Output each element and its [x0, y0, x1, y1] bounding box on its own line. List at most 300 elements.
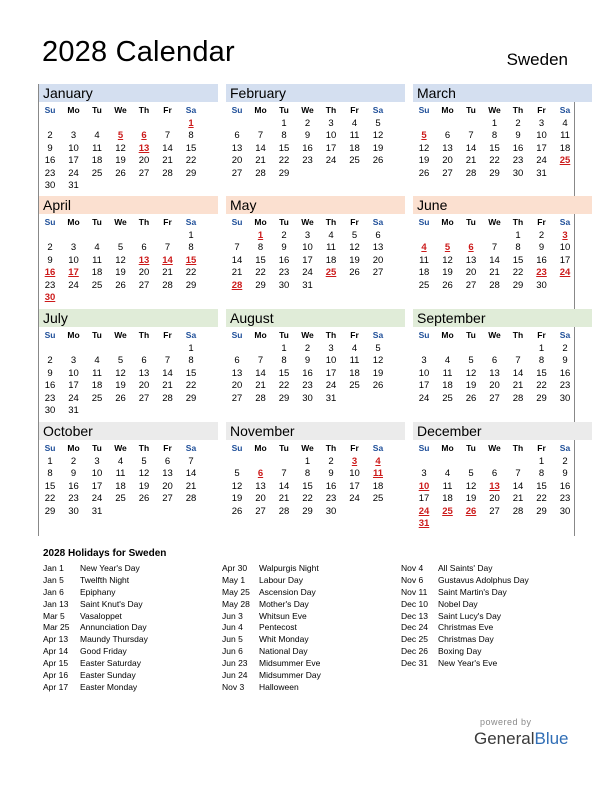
calendar-date: 8 — [188, 242, 194, 254]
calendar-date: 19 — [465, 493, 477, 505]
weekday-header: Tu — [279, 217, 289, 227]
calendar-date: 3 — [70, 130, 77, 142]
weekday-header: Th — [512, 443, 524, 453]
weekday-header: Fr — [163, 105, 172, 115]
weekday-header: Th — [512, 330, 524, 340]
calendar-date: 27 — [489, 505, 500, 517]
calendar-date: 5 — [468, 468, 474, 480]
calendar-date: 19 — [349, 254, 360, 266]
calendar-date: 22 — [185, 155, 197, 167]
holiday-date-label: Apr 14 — [43, 646, 69, 657]
month-name: December — [417, 423, 482, 439]
calendar-date: 25 — [349, 380, 360, 392]
calendar-date: 15 — [278, 367, 290, 379]
holiday-date: 14 — [162, 254, 173, 266]
calendar-date: 25 — [349, 155, 360, 167]
holiday-date: 26 — [465, 505, 477, 517]
calendar-date: 21 — [465, 155, 477, 167]
calendar-date: 18 — [442, 380, 453, 392]
weekday-header: We — [301, 217, 314, 227]
weekday-header: Tu — [92, 105, 102, 115]
calendar-date: 29 — [44, 505, 56, 517]
calendar-date: 20 — [138, 155, 150, 167]
calendar-date: 8 — [538, 355, 545, 367]
holiday-date: 25 — [559, 155, 571, 167]
calendar-date: 17 — [418, 380, 430, 392]
holiday-name: Easter Saturday — [80, 658, 141, 669]
month-july — [39, 309, 218, 422]
calendar-date: 4 — [328, 230, 334, 241]
calendar-date: 9 — [538, 242, 545, 254]
month-name: January — [43, 85, 93, 101]
month-name: March — [417, 85, 456, 101]
calendar-date: 19 — [231, 493, 243, 505]
calendar-date: 27 — [372, 267, 384, 279]
calendar-date: 20 — [231, 380, 243, 392]
calendar-date: 25 — [91, 167, 103, 179]
calendar-date: 27 — [231, 392, 243, 404]
brand-blue: Blue — [534, 729, 569, 748]
calendar-date: 2 — [70, 456, 77, 467]
holiday-date-label: Dec 25 — [401, 634, 428, 645]
calendar-date: 11 — [92, 142, 102, 154]
calendar-date: 7 — [281, 468, 287, 480]
calendar-date: 8 — [281, 130, 287, 142]
calendar-date: 19 — [372, 367, 384, 379]
calendar-date: 29 — [185, 279, 197, 291]
calendar-date: 4 — [94, 242, 100, 254]
weekday-header: Th — [512, 105, 524, 115]
calendar-date: 23 — [325, 493, 337, 505]
weekday-header: Sa — [559, 105, 571, 115]
calendar-date: 6 — [375, 230, 381, 241]
calendar-date: 5 — [234, 468, 240, 480]
calendar-date: 9 — [328, 468, 334, 480]
calendar-date: 3 — [421, 355, 427, 367]
calendar-date: 18 — [325, 254, 337, 266]
calendar-date: 5 — [375, 118, 381, 129]
calendar-date: 16 — [512, 142, 524, 154]
calendar-date: 11 — [442, 480, 453, 492]
calendar-date: 6 — [141, 242, 147, 254]
calendar-date: 19 — [418, 155, 430, 167]
holiday-name: Annunciation Day — [80, 622, 147, 633]
month-december — [413, 422, 592, 535]
calendar-date: 16 — [536, 254, 547, 266]
calendar-date: 18 — [559, 142, 571, 154]
calendar-date: 24 — [68, 392, 79, 404]
holiday-name: All Saints' Day — [438, 563, 493, 573]
weekday-header: Tu — [466, 105, 476, 115]
calendar-date: 12 — [372, 355, 384, 367]
calendar-date: 22 — [255, 267, 266, 279]
calendar-date: 21 — [255, 380, 266, 392]
holiday-date-label: Dec 10 — [401, 598, 428, 609]
holiday-name: Saint Knut's Day — [80, 598, 143, 609]
weekday-header: Su — [44, 443, 56, 453]
calendar-date: 12 — [465, 480, 477, 492]
holiday-date-label: Nov 6 — [401, 574, 424, 585]
calendar-date: 28 — [512, 505, 524, 517]
calendar-date: 9 — [304, 130, 311, 142]
calendar-date: 31 — [536, 167, 547, 179]
holiday-date-label: Dec 24 — [401, 622, 428, 633]
calendar-date: 8 — [188, 130, 194, 142]
calendar-date: 30 — [44, 405, 56, 416]
calendar-date: 23 — [68, 493, 79, 505]
calendar-date: 3 — [328, 343, 334, 354]
holiday-date: 25 — [442, 505, 453, 517]
calendar-date: 4 — [351, 118, 358, 129]
calendar-date: 14 — [231, 254, 243, 266]
holiday-name: Midsummer Eve — [259, 658, 321, 669]
calendar-date: 1 — [47, 456, 53, 467]
calendar-date: 21 — [512, 380, 524, 392]
holiday-date-label: May 28 — [222, 598, 250, 609]
calendar-date: 19 — [442, 267, 453, 279]
month-june — [413, 196, 592, 309]
calendar-date: 8 — [188, 355, 194, 367]
calendar-date: 28 — [255, 167, 266, 179]
calendar-date: 6 — [234, 355, 240, 367]
calendar-date: 7 — [234, 242, 240, 254]
holiday-name: Boxing Day — [438, 646, 482, 657]
calendar-date: 7 — [164, 130, 171, 142]
holiday-name: Epiphany — [80, 586, 116, 597]
calendar-date: 19 — [465, 380, 477, 392]
weekday-header: Th — [325, 217, 337, 227]
holiday-date-label: Dec 26 — [401, 646, 428, 657]
weekday-header: We — [301, 443, 314, 453]
calendar-date: 7 — [515, 468, 521, 480]
holiday-date-label: Jun 3 — [222, 610, 243, 621]
holiday-name: Mother's Day — [259, 598, 309, 609]
month-april — [39, 196, 218, 309]
calendar-date: 26 — [442, 279, 453, 291]
calendar-date: 11 — [419, 254, 429, 266]
calendar-date: 13 — [372, 242, 384, 254]
calendar-date: 28 — [512, 392, 524, 404]
holiday-date: 6 — [257, 468, 264, 480]
holiday-name: Maundy Thursday — [80, 634, 148, 645]
calendar-date: 4 — [117, 456, 124, 467]
weekday-header: Su — [418, 443, 430, 453]
calendar-date: 20 — [489, 380, 500, 392]
calendar-date: 11 — [349, 130, 360, 142]
holiday-date: 4 — [375, 456, 381, 467]
calendar-date: 7 — [515, 355, 521, 367]
weekday-header: We — [114, 443, 127, 453]
calendar-date: 21 — [278, 493, 290, 505]
calendar-date: 8 — [257, 242, 264, 254]
holiday-date-label: Jun 6 — [222, 646, 243, 657]
calendar-date: 17 — [325, 142, 337, 154]
holiday-name: Vasaloppet — [80, 610, 122, 621]
calendar-date: 30 — [68, 505, 79, 517]
holiday-date: 28 — [231, 279, 243, 291]
calendar-date: 16 — [559, 480, 571, 492]
calendar-date: 8 — [515, 242, 521, 254]
calendar-date: 12 — [231, 480, 243, 492]
calendar-date: 15 — [255, 254, 266, 266]
weekday-header: Th — [138, 330, 150, 340]
calendar-date: 9 — [304, 355, 311, 367]
calendar-date: 20 — [231, 155, 243, 167]
calendar-date: 13 — [231, 142, 243, 154]
weekday-header: Sa — [185, 217, 197, 227]
calendar-date: 24 — [349, 493, 360, 505]
weekday-header: Th — [138, 105, 150, 115]
weekday-header: Fr — [163, 217, 172, 227]
brand-logo[interactable] — [474, 729, 569, 749]
holiday-date: 24 — [559, 267, 571, 279]
calendar-date: 17 — [559, 254, 571, 266]
holiday-name: Good Friday — [80, 646, 127, 657]
calendar-grid — [38, 84, 575, 536]
calendar-date: 27 — [138, 167, 150, 179]
weekday-header: Tu — [92, 330, 102, 340]
calendar-date: 11 — [92, 254, 102, 266]
holiday-date: 1 — [188, 118, 194, 129]
calendar-date: 27 — [162, 493, 173, 505]
calendar-date: 22 — [302, 493, 313, 505]
holiday-name: Walpurgis Night — [259, 563, 319, 573]
weekday-header: Su — [231, 217, 243, 227]
holiday-name: Labour Day — [259, 574, 303, 585]
calendar-date: 26 — [465, 392, 477, 404]
month-header — [226, 422, 405, 440]
calendar-date: 5 — [117, 242, 124, 254]
weekday-header: Fr — [350, 330, 359, 340]
calendar-date: 27 — [138, 279, 150, 291]
calendar-date: 2 — [538, 230, 545, 241]
calendar-date: 5 — [468, 355, 474, 367]
weekday-header: Sa — [185, 443, 197, 453]
calendar-date: 15 — [44, 480, 56, 492]
month-name: June — [417, 197, 448, 213]
calendar-date: 19 — [115, 267, 126, 279]
calendar-date: 31 — [325, 392, 337, 404]
calendar-date: 11 — [115, 468, 126, 480]
calendar-date: 26 — [372, 155, 384, 167]
calendar-date: 29 — [255, 279, 266, 291]
month-name: April — [43, 197, 72, 213]
calendar-date: 25 — [91, 279, 103, 291]
holiday-date: 23 — [536, 267, 547, 279]
calendar-date: 8 — [491, 130, 498, 142]
weekday-header: Sa — [372, 217, 384, 227]
weekday-header: Sa — [372, 330, 384, 340]
calendar-date: 29 — [302, 505, 313, 517]
weekday-header: Tu — [279, 443, 289, 453]
month-name: July — [43, 310, 68, 326]
month-name: May — [230, 197, 257, 213]
calendar-date: 26 — [231, 505, 243, 517]
calendar-date: 26 — [372, 380, 384, 392]
calendar-date: 1 — [538, 343, 545, 354]
calendar-date: 10 — [559, 242, 571, 254]
calendar-date: 12 — [372, 130, 384, 142]
calendar-date: 25 — [418, 279, 430, 291]
calendar-date: 2 — [328, 456, 334, 467]
month-header — [39, 196, 218, 214]
weekday-header: Su — [44, 330, 56, 340]
holiday-name: New Year's Day — [80, 563, 140, 573]
calendar-date: 16 — [44, 380, 56, 392]
calendar-date: 20 — [489, 493, 500, 505]
country-name: Sweden — [506, 50, 568, 69]
holiday-date-label: Jan 1 — [43, 563, 64, 573]
calendar-date: 3 — [538, 118, 545, 129]
holiday-date-label: Apr 13 — [43, 634, 69, 645]
calendar-date: 1 — [304, 456, 311, 467]
calendar-date: 2 — [281, 230, 287, 241]
weekday-header: Mo — [254, 217, 267, 227]
weekday-header: Su — [418, 330, 430, 340]
calendar-date: 23 — [44, 392, 56, 404]
calendar-date: 6 — [444, 130, 451, 142]
weekday-header: Sa — [185, 105, 197, 115]
calendar-date: 31 — [91, 505, 103, 517]
holiday-name: Saint Lucy's Day — [438, 610, 502, 621]
weekday-header: Mo — [441, 443, 454, 453]
calendar-date: 4 — [444, 468, 451, 480]
calendar-date: 5 — [117, 355, 124, 367]
weekday-header: Tu — [279, 105, 289, 115]
calendar-date: 24 — [68, 167, 79, 179]
calendar-date: 17 — [91, 480, 103, 492]
month-header — [413, 196, 592, 214]
calendar-date: 27 — [231, 167, 243, 179]
calendar-date: 22 — [44, 493, 56, 505]
weekday-header: Mo — [67, 443, 80, 453]
weekday-header: We — [488, 105, 501, 115]
calendar-date: 10 — [536, 130, 547, 142]
weekday-header: Tu — [466, 443, 476, 453]
calendar-date: 16 — [44, 155, 56, 167]
calendar-date: 22 — [185, 380, 197, 392]
calendar-date: 9 — [47, 367, 53, 379]
holiday-name: Whit Monday — [259, 634, 309, 645]
calendar-date: 7 — [188, 456, 194, 467]
holiday-date: 31 — [418, 518, 430, 529]
holiday-date-label: Jun 23 — [222, 658, 248, 669]
calendar-date: 6 — [141, 355, 147, 367]
calendar-date: 28 — [489, 279, 500, 291]
holiday-date: 3 — [351, 456, 358, 467]
weekday-header: Tu — [92, 443, 102, 453]
calendar-date: 8 — [47, 468, 53, 480]
calendar-date: 23 — [302, 155, 313, 167]
calendar-date: 26 — [138, 493, 150, 505]
weekday-header: We — [488, 217, 501, 227]
calendar-date: 9 — [47, 254, 53, 266]
calendar-date: 29 — [512, 279, 524, 291]
calendar-date: 14 — [255, 142, 266, 154]
calendar-date: 18 — [91, 267, 103, 279]
calendar-date: 20 — [372, 254, 384, 266]
calendar-date: 20 — [138, 380, 150, 392]
holiday-date: 6 — [468, 242, 474, 254]
calendar-date: 26 — [115, 167, 126, 179]
calendar-date: 23 — [559, 493, 571, 505]
calendar-date: 17 — [418, 493, 430, 505]
calendar-date: 18 — [442, 493, 453, 505]
holiday-date-label: Mar 5 — [43, 610, 65, 621]
weekday-header: Th — [325, 443, 337, 453]
weekday-header: Sa — [372, 443, 384, 453]
calendar-date: 21 — [162, 155, 173, 167]
calendar-date: 25 — [115, 493, 126, 505]
holiday-date: 16 — [44, 267, 56, 279]
weekday-header: Sa — [185, 330, 197, 340]
calendar-date: 13 — [489, 367, 500, 379]
calendar-date: 30 — [325, 505, 337, 517]
holiday-name: Easter Sunday — [80, 670, 136, 681]
calendar-date: 10 — [68, 367, 79, 379]
calendar-date: 30 — [278, 279, 290, 291]
month-header — [413, 84, 592, 102]
calendar-date: 14 — [512, 367, 524, 379]
calendar-date: 26 — [418, 167, 430, 179]
calendar-date: 16 — [325, 480, 337, 492]
calendar-date: 21 — [255, 155, 266, 167]
holiday-name: Whitsun Eve — [259, 610, 307, 621]
holiday-date: 24 — [418, 505, 430, 517]
holiday-date-label: Jun 5 — [222, 634, 243, 645]
holiday-name: Nobel Day — [438, 598, 478, 609]
holiday-name: Pentecost — [259, 622, 297, 633]
holiday-date: 11 — [372, 468, 384, 480]
calendar-date: 14 — [255, 367, 266, 379]
calendar-date: 19 — [115, 380, 126, 392]
weekday-header: Tu — [279, 330, 289, 340]
weekday-header: Th — [138, 443, 150, 453]
calendar-date: 14 — [278, 480, 290, 492]
calendar-date: 12 — [115, 254, 126, 266]
calendar-date: 22 — [536, 493, 547, 505]
weekday-header: Mo — [254, 330, 267, 340]
calendar-date: 14 — [489, 254, 500, 266]
calendar-date: 23 — [44, 167, 56, 179]
month-may — [226, 196, 405, 309]
holiday-date-label: Apr 17 — [43, 681, 69, 692]
weekday-header: Fr — [163, 330, 172, 340]
weekday-header: Fr — [537, 443, 546, 453]
calendar-date: 4 — [562, 118, 568, 129]
calendar-date: 5 — [375, 343, 381, 354]
holiday-date: 4 — [421, 242, 427, 254]
calendar-date: 26 — [115, 392, 126, 404]
weekday-header: Fr — [163, 443, 172, 453]
holiday-date-label: Nov 3 — [222, 681, 245, 692]
calendar-date: 13 — [465, 254, 477, 266]
holiday-name: Midsummer Day — [259, 670, 321, 681]
calendar-date: 13 — [162, 468, 173, 480]
calendar-date: 14 — [162, 367, 173, 379]
weekday-header: We — [301, 105, 314, 115]
holiday-name: Christmas Day — [438, 634, 494, 645]
calendar-date: 28 — [162, 279, 173, 291]
calendar-date: 5 — [141, 456, 147, 467]
calendar-date: 28 — [278, 505, 290, 517]
calendar-date: 22 — [536, 380, 547, 392]
calendar-date: 13 — [255, 480, 266, 492]
calendar-date: 20 — [162, 480, 173, 492]
month-header — [226, 84, 405, 102]
page-title: 2028 Calendar — [42, 36, 235, 68]
calendar-date: 30 — [44, 180, 56, 191]
